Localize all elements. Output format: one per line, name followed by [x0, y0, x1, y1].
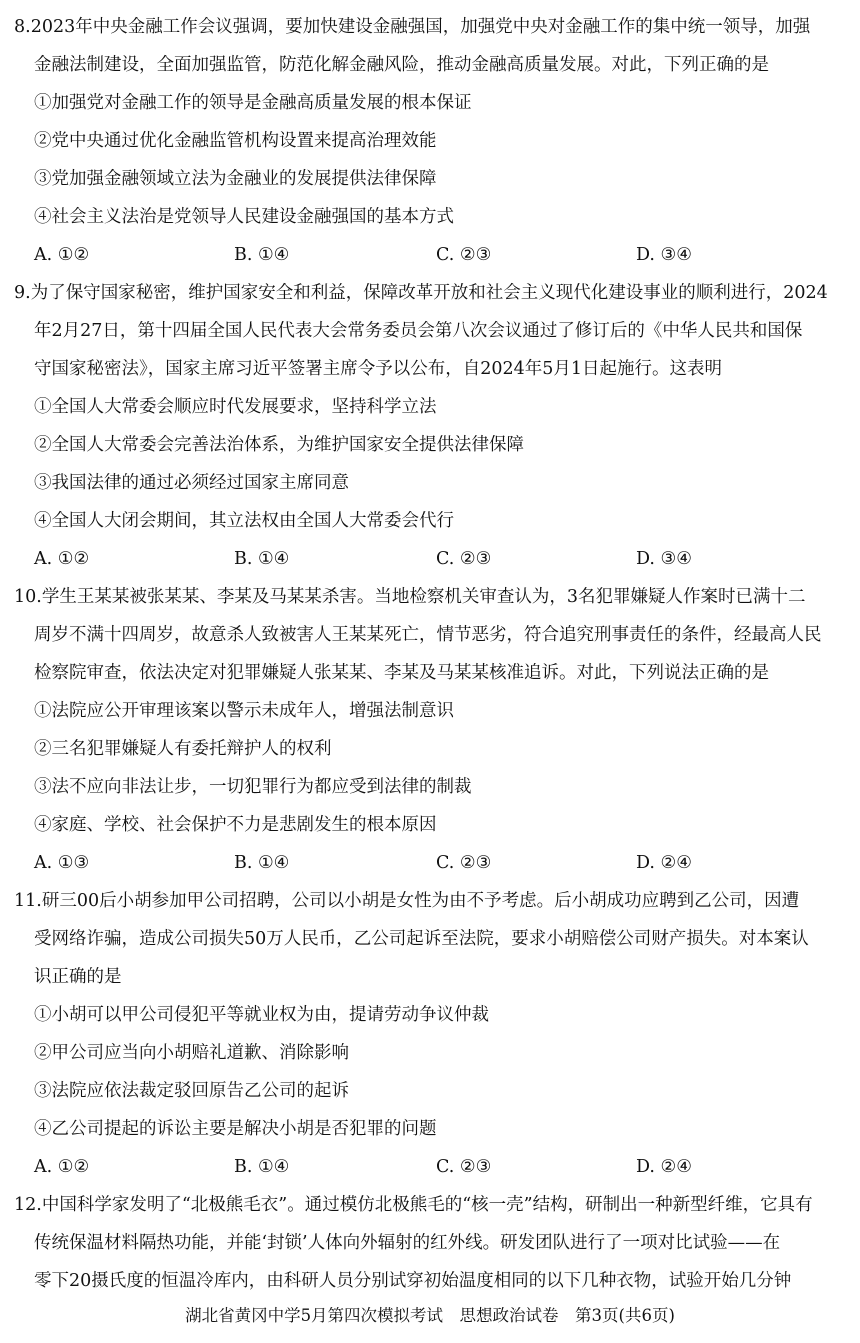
choice-d: D. ③④ [636, 549, 692, 569]
choice-a: A. ①② [34, 245, 90, 265]
question-stem-line: 传统保温材料隔热功能，并能‘封锁’人体向外辐射的红外线。研发团队进行了一项对比试验——在 [34, 1233, 781, 1253]
statement-option: ④社会主义法治是党领导人民建设金融强国的基本方式 [34, 207, 454, 227]
statement-option: ①小胡可以甲公司侵犯平等就业权为由，提请劳动争议仲裁 [34, 1005, 489, 1025]
choice-a: A. ①③ [34, 853, 90, 873]
question-stem-line: 金融法制建设，全面加强监管，防范化解金融风险，推动金融高质量发展。对此，下列正确的是 [34, 55, 769, 75]
answer-choices [0, 547, 860, 571]
choice-b: B. ①④ [234, 549, 290, 569]
statement-option: ②全国人大常委会完善法治体系，为维护国家安全提供法律保障 [34, 435, 524, 455]
statement-option: ①全国人大常委会顺应时代发展要求，坚持科学立法 [34, 397, 437, 417]
statement-option: ④家庭、学校、社会保护不力是悲剧发生的根本原因 [34, 815, 437, 835]
choice-b: B. ①④ [234, 1157, 290, 1177]
statement-option: ④全国人大闭会期间，其立法权由全国人大常委会代行 [34, 511, 454, 531]
statement-option: ③我国法律的通过必须经过国家主席同意 [34, 473, 349, 493]
choice-c: C. ②③ [436, 1157, 492, 1177]
question-stem-line: 11.研三00后小胡参加甲公司招聘，公司以小胡是女性为由不予考虑。后小胡成功应聘到乙公司，因遭 [14, 891, 800, 911]
question-stem-line: 12.中国科学家发明了“北极熊毛衣”。通过模仿北极熊毛的“核一壳”结构，研制出一种新型纤维，它具有 [14, 1195, 813, 1215]
statement-option: ①法院应公开审理该案以警示未成年人，增强法制意识 [34, 701, 454, 721]
statement-option: ③法不应向非法让步，一切犯罪行为都应受到法律的制裁 [34, 777, 472, 797]
statement-option: ②甲公司应当向小胡赔礼道歉、消除影响 [34, 1043, 349, 1063]
question-stem-line: 受网络诈骗，造成公司损失50万人民币，乙公司起诉至法院，要求小胡赔偿公司财产损失。对本案认 [34, 929, 809, 949]
question-stem-line: 识正确的是 [34, 967, 122, 987]
choice-a: A. ①② [34, 1157, 90, 1177]
question-stem-line: 零下20摄氏度的恒温冷库内，由科研人员分别试穿初始温度相同的以下几种衣物，试验开始几分钟 [34, 1271, 792, 1291]
answer-choices [0, 1155, 860, 1179]
statement-option: ①加强党对金融工作的领导是金融高质量发展的根本保证 [34, 93, 472, 113]
choice-b: B. ①④ [234, 853, 290, 873]
question-stem-line: 8.2023年中央金融工作会议强调，要加快建设金融强国，加强党中央对金融工作的集中统一领导，加强 [14, 17, 811, 37]
choice-c: C. ②③ [436, 853, 492, 873]
choice-a: A. ①② [34, 549, 90, 569]
choice-c: C. ②③ [436, 549, 492, 569]
choice-d: D. ②④ [636, 853, 692, 873]
statement-option: ②三名犯罪嫌疑人有委托辩护人的权利 [34, 739, 332, 759]
question-stem-line: 守国家秘密法》，国家主席习近平签署主席令予以公布，自2024年5月1日起施行。这表明 [34, 359, 723, 379]
question-stem-line: 检察院审查，依法决定对犯罪嫌疑人张某某、李某及马某某核准追诉。对此，下列说法正确的是 [34, 663, 769, 683]
statement-option: ②党中央通过优化金融监管机构设置来提高治理效能 [34, 131, 437, 151]
statement-option: ③党加强金融领域立法为金融业的发展提供法律保障 [34, 169, 437, 189]
answer-choices [0, 851, 860, 875]
question-stem-line: 年2月27日，第十四届全国人民代表大会常务委员会第八次会议通过了修订后的《中华人民共和国保 [34, 321, 803, 341]
choice-b: B. ①④ [234, 245, 290, 265]
choice-d: D. ②④ [636, 1157, 692, 1177]
statement-option: ③法院应依法裁定驳回原告乙公司的起诉 [34, 1081, 349, 1101]
question-stem-line: 9.为了保守国家秘密，维护国家安全和利益，保障改革开放和社会主义现代化建设事业的顺利进行，2024 [14, 283, 828, 303]
question-stem-line: 周岁不满十四周岁，故意杀人致被害人王某某死亡，情节恶劣，符合追究刑事责任的条件，经最高人民 [34, 625, 822, 645]
question-stem-line: 10.学生王某某被张某某、李某及马某某杀害。当地检察机关审查认为，3名犯罪嫌疑人作案时已满十二 [14, 587, 806, 607]
page-footer: 湖北省黄冈中学5月第四次模拟考试 思想政治试卷 第3页(共6页) [185, 1306, 675, 1325]
statement-option: ④乙公司提起的诉讼主要是解决小胡是否犯罪的问题 [34, 1119, 437, 1139]
choice-c: C. ②③ [436, 245, 492, 265]
choice-d: D. ③④ [636, 245, 692, 265]
answer-choices [0, 243, 860, 267]
